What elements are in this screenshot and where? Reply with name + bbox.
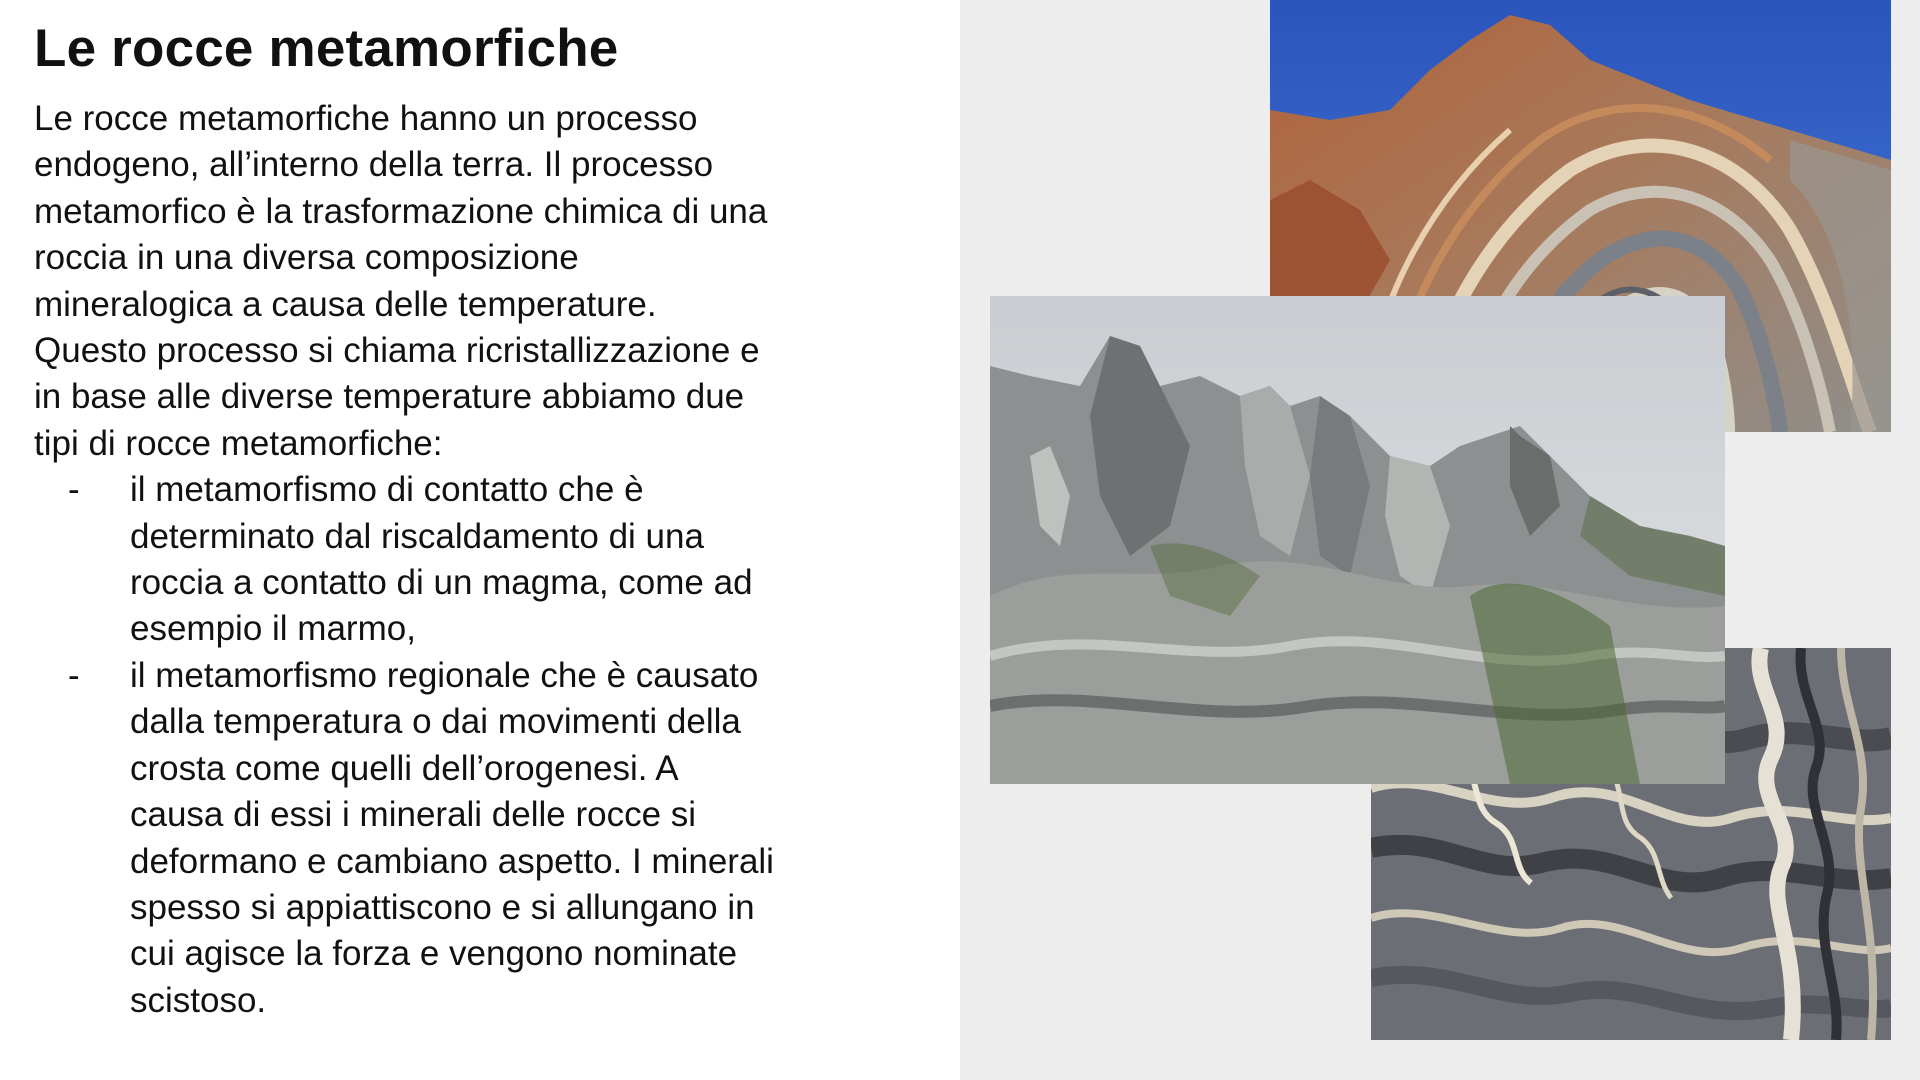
bullet-marker: - — [68, 655, 80, 695]
text-line: determinato dal riscaldamento di una — [130, 516, 704, 556]
text-line: causa di essi i minerali delle rocce si — [130, 795, 697, 835]
text-line: roccia in una diversa composizione — [34, 238, 579, 278]
text-line: metamorfico è la trasformazione chimica di una — [34, 191, 768, 231]
crags-image — [990, 296, 1725, 784]
text-line: mineralogica a causa delle temperature. — [34, 284, 657, 324]
bullet-regional-metamorphism — [34, 653, 864, 1024]
bullet-contact-metamorphism — [34, 467, 864, 653]
text-line: scistoso. — [130, 980, 267, 1020]
slide-body — [34, 96, 864, 1024]
bullet-list — [34, 467, 864, 1024]
text-line: il metamorfismo di contatto che è — [130, 470, 644, 510]
text-line: Questo processo si chiama ricristallizzazione e — [34, 331, 760, 371]
text-line: tipi di rocce metamorfiche: — [34, 423, 443, 463]
text-line: crosta come quelli dell’orogenesi. A — [130, 748, 679, 788]
slide-title: Le rocce metamorfiche — [34, 19, 619, 78]
text-line: dalla temperatura o dai movimenti della — [130, 702, 741, 742]
text-line: cui agisce la forza e vengono nominate — [130, 934, 738, 974]
text-line: spesso si appiattiscono e si allungano in — [130, 887, 755, 927]
crags-photo — [990, 296, 1725, 784]
text-line: endogeno, all’interno della terra. Il processo — [34, 145, 714, 185]
intro-paragraph — [34, 96, 864, 467]
text-line: esempio il marmo, — [130, 609, 416, 649]
bullet-marker: - — [68, 470, 80, 510]
text-line: in base alle diverse temperature abbiamo due — [34, 377, 745, 417]
text-line: Le rocce metamorfiche hanno un processo — [34, 99, 698, 138]
text-line: deformano e cambiano aspetto. I minerali — [130, 841, 774, 881]
text-line: roccia a contatto di un magma, come ad — [130, 563, 753, 603]
text-line: il metamorfismo regionale che è causato — [130, 655, 759, 695]
